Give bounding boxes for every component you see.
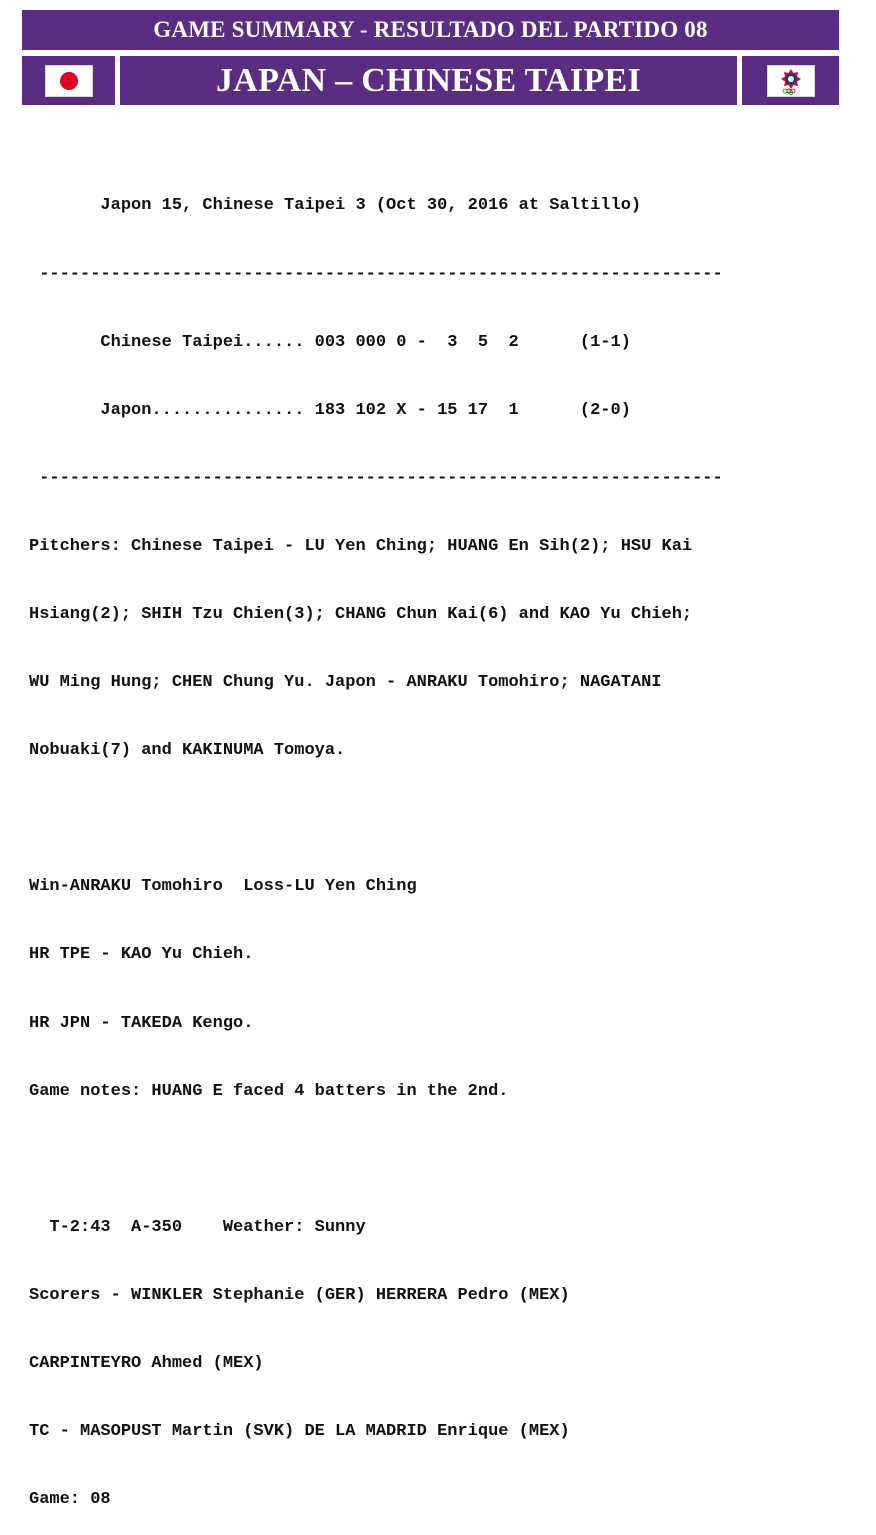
report-line: HR TPE - KAO Yu Chieh. <box>29 945 254 965</box>
report-line: T-2:43 A-350 Weather: Sunny <box>29 1217 366 1237</box>
game-report-text <box>29 150 869 1535</box>
report-line: Scorers - WINKLER Stephanie (GER) HERRERA Pedro (MEX) <box>29 1285 570 1305</box>
report-line: ------------------------------------------------------------------- <box>29 468 723 488</box>
report-line: Chinese Taipei...... 003 000 0 - 3 5 2 (1-1) <box>29 332 631 352</box>
report-line: HR JPN - TAKEDA Kengo. <box>29 1013 254 1033</box>
report-line: Japon 15, Chinese Taipei 3 (Oct 30, 2016 at Saltillo) <box>29 196 642 216</box>
report-line: Nobuaki(7) and KAKINUMA Tomoya. <box>29 741 346 761</box>
report-line: TC - MASOPUST Martin (SVK) DE LA MADRID Enrique (MEX) <box>29 1422 570 1442</box>
report-line <box>29 808 869 831</box>
report-line: WU Ming Hung; CHEN Chung Yu. Japon - ANRAKU Tomohiro; NAGATANI <box>29 673 662 693</box>
chinese-taipei-olympic-flag-icon <box>767 65 815 97</box>
report-line: Game: 08 <box>29 1490 111 1510</box>
report-line: Game notes: HUANG E faced 4 batters in the 2nd. <box>29 1081 509 1101</box>
report-line: Hsiang(2); SHIH Tzu Chien(3); CHANG Chun Kai(6) and KAO Yu Chieh; <box>29 604 693 624</box>
report-line <box>29 1149 869 1172</box>
report-line: Win-ANRAKU Tomohiro Loss-LU Yen Ching <box>29 877 417 897</box>
report-line: ------------------------------------------------------------------- <box>29 264 723 284</box>
matchup-title: JAPAN – CHINESE TAIPEI <box>120 56 737 105</box>
report-line: CARPINTEYRO Ahmed (MEX) <box>29 1354 264 1373</box>
japan-flag-icon <box>45 65 93 97</box>
japan-flag-box <box>22 56 115 105</box>
page-title: GAME SUMMARY - RESULTADO DEL PARTIDO 08 <box>22 10 839 50</box>
report-line: Japon............... 183 102 X - 15 17 1 (2-0) <box>29 400 631 420</box>
report-line: Pitchers: Chinese Taipei - LU Yen Ching; HUANG En Sih(2); HSU Kai <box>29 536 693 556</box>
chinese-taipei-flag-box <box>742 56 839 105</box>
